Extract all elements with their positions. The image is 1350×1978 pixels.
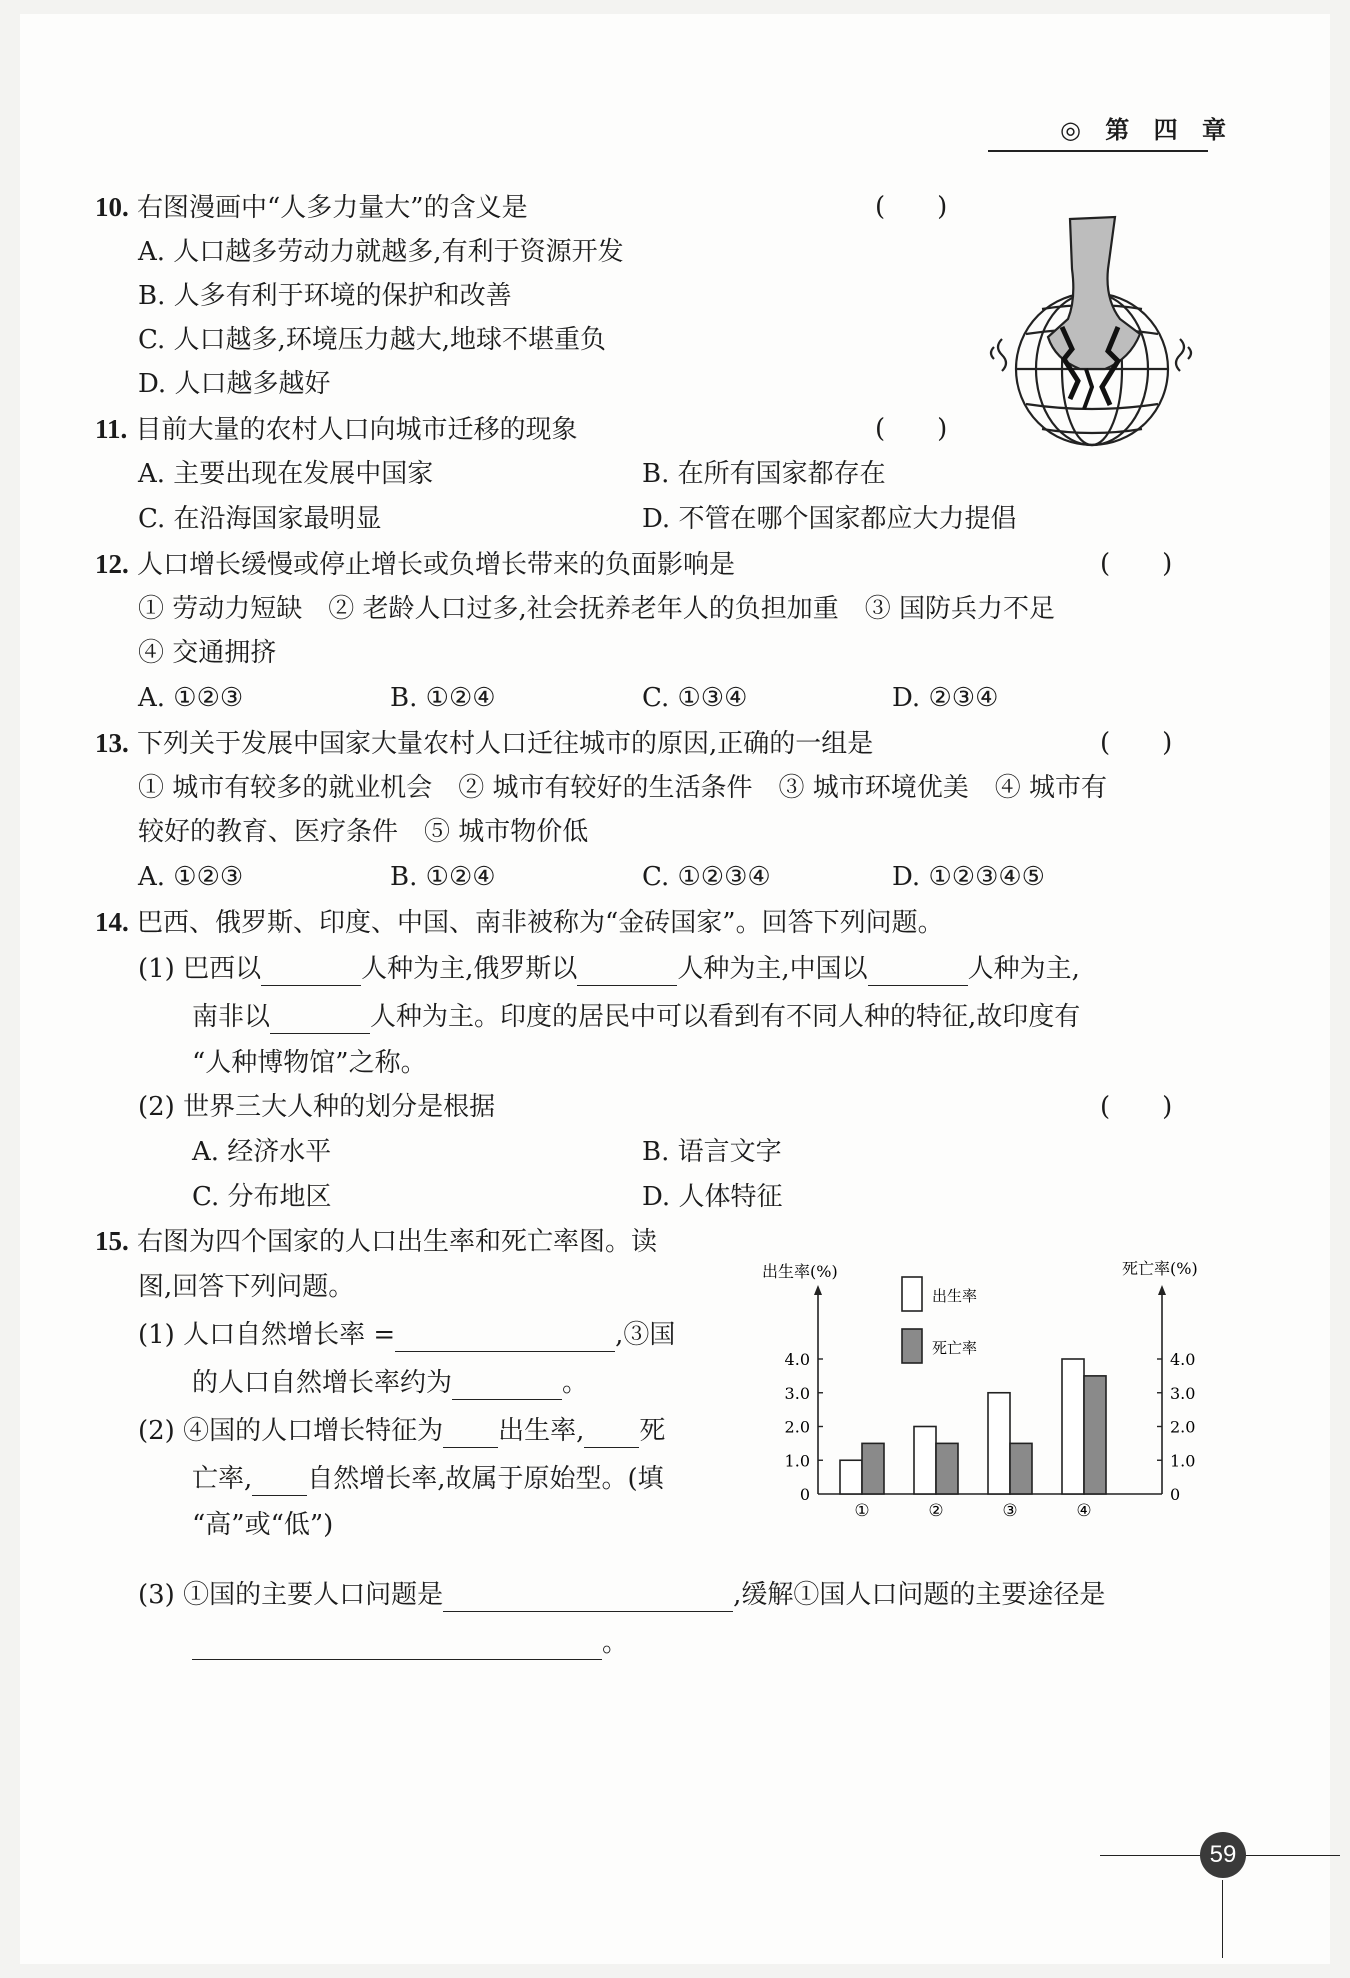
q15-p3-text-a: (3) ①国的主要人口问题是 — [138, 1580, 444, 1610]
q15-p2-text-d: 亡率, — [192, 1464, 253, 1494]
q13-option-b[interactable]: B. ①②④ — [390, 862, 496, 892]
q12-option-d[interactable]: D. ②③④ — [892, 683, 999, 713]
chart-category-label: ④ — [1076, 1501, 1092, 1521]
q12-option-a[interactable]: A. ①②③ — [138, 683, 244, 713]
q15-p2-text-e: 自然增长率,故属于原始型。(填 — [307, 1464, 664, 1494]
chart-left-tick-label: 3.0 — [784, 1383, 810, 1403]
q15-part2-line2 — [192, 1462, 664, 1496]
q15-p1-text-c: 的人口自然增长率约为 — [192, 1368, 453, 1398]
q12-answer-paren[interactable]: ( ) — [1100, 549, 1173, 579]
q12-number: 12. — [95, 549, 129, 579]
q14-part2-answer-paren[interactable]: ( ) — [1100, 1092, 1173, 1122]
chart-left-tick-label: 1.0 — [784, 1451, 810, 1471]
q14-part1-line1 — [138, 952, 1080, 986]
q11-text: 目前大量的农村人口向城市迁移的现象 — [135, 415, 578, 445]
chart-right-tick-label: 3.0 — [1170, 1383, 1196, 1403]
q11-option-d[interactable]: D. 不管在哪个国家都应大力提倡 — [642, 504, 1017, 534]
q14-p2-option-d[interactable]: D. 人体特征 — [642, 1182, 783, 1212]
chart-bar-death-3 — [1010, 1443, 1032, 1494]
q11-stem — [95, 412, 578, 447]
q13-stem — [95, 726, 873, 761]
q15-blank-problem[interactable] — [443, 1585, 733, 1612]
q13-option-c[interactable]: C. ①②③④ — [642, 862, 771, 892]
q15-p3-text-b: ,缓解①国人口问题的主要途径是 — [733, 1580, 1106, 1610]
chart-legend-swatch-2 — [902, 1329, 922, 1363]
q10-answer-paren[interactable]: ( ) — [875, 192, 948, 222]
q14-p2-option-a[interactable]: A. 经济水平 — [192, 1137, 332, 1167]
q14-p1-text-c: 人种为主,中国以 — [677, 954, 868, 984]
q12-items-line2: ④ 交通拥挤 — [138, 638, 277, 668]
q13-option-d[interactable]: D. ①②③④⑤ — [892, 862, 1045, 892]
chart-left-axis-label: 出生率(%) — [762, 1262, 838, 1281]
q15-blank-natural[interactable] — [252, 1469, 307, 1496]
q14-p1-text-g: “人种博物馆”之称。 — [192, 1048, 427, 1078]
chart-category-label: ① — [854, 1501, 870, 1521]
q15-text-2: 图,回答下列问题。 — [138, 1272, 355, 1302]
chart-bar-birth-3 — [988, 1393, 1010, 1494]
chart-left-tick-label: 0 — [799, 1485, 810, 1504]
q15-stem-line1 — [95, 1224, 657, 1259]
q15-p2-text-a: (2) ④国的人口增长特征为 — [138, 1416, 444, 1446]
q14-p2-option-b[interactable]: B. 语言文字 — [642, 1137, 782, 1167]
q14-stem — [95, 905, 944, 940]
footer-vertical-rule — [1222, 1880, 1223, 1958]
q15-p1-text-b: ,③国 — [615, 1320, 676, 1350]
chart-left-tick-label: 2.0 — [784, 1417, 810, 1437]
chart-bar-death-4 — [1084, 1376, 1106, 1494]
chart-left-axis-arrow — [814, 1285, 822, 1295]
q12-items-line1: ① 劳动力短缺 ② 老龄人口过多,社会抚养老年人的负担加重 ③ 国防兵力不足 — [138, 594, 1056, 624]
q13-answer-paren[interactable]: ( ) — [1100, 728, 1173, 758]
chart-left-tick-label: 4.0 — [784, 1350, 810, 1369]
q12-option-b[interactable]: B. ①②④ — [390, 683, 496, 713]
chart-legend-label-2: 死亡率 — [932, 1339, 978, 1357]
chart-legend-swatch-1 — [902, 1277, 922, 1311]
q14-blank-russia[interactable] — [577, 959, 677, 986]
chart-right-tick-label: 1.0 — [1170, 1451, 1196, 1471]
q14-part1-line2 — [192, 1000, 1080, 1034]
q15-p2-text-b: 出生率, — [498, 1416, 585, 1446]
q15-part3-line1 — [138, 1578, 1105, 1612]
q14-p2-option-c[interactable]: C. 分布地区 — [192, 1182, 332, 1212]
chart-bar-death-1 — [862, 1443, 884, 1494]
q15-part3-line2 — [192, 1626, 628, 1660]
chart-category-label: ③ — [1002, 1501, 1018, 1521]
birth-death-rate-chart — [760, 1249, 1230, 1524]
q14-p1-text-d: 人种为主, — [967, 954, 1080, 984]
q11-option-c[interactable]: C. 在沿海国家最明显 — [138, 504, 382, 534]
q14-p1-text-e: 南非以 — [192, 1002, 271, 1032]
q13-number: 13. — [95, 728, 129, 758]
q13-items-line1: ① 城市有较多的就业机会 ② 城市有较好的生活条件 ③ 城市环境优美 ④ 城市有 — [138, 773, 1108, 803]
q14-blank-south-africa[interactable] — [270, 1007, 370, 1034]
q15-number: 15. — [95, 1226, 129, 1256]
q14-blank-china[interactable] — [868, 959, 968, 986]
chart-category-label: ② — [928, 1501, 944, 1521]
chart-legend-label-1: 出生率 — [932, 1287, 978, 1305]
chart-right-tick-label: 0 — [1170, 1485, 1181, 1504]
workbook-page — [20, 14, 1330, 1964]
q15-part1-line2 — [192, 1366, 588, 1400]
q14-p1-text-f: 人种为主。印度的居民中可以看到有不同人种的特征,故印度有 — [370, 1002, 1081, 1032]
q11-number: 11. — [95, 414, 128, 444]
q15-blank-solution[interactable] — [192, 1633, 602, 1660]
q15-p3-text-c: 。 — [602, 1628, 629, 1658]
chart-bar-birth-4 — [1062, 1359, 1084, 1494]
q11-option-a[interactable]: A. 主要出现在发展中国家 — [138, 459, 434, 489]
q15-p2-text-c: 死 — [639, 1416, 666, 1446]
q13-items-line2: 较好的教育、医疗条件 ⑤ 城市物价低 — [138, 817, 589, 847]
q10-option-d[interactable]: D. 人口越多越好 — [138, 369, 331, 399]
q10-stem — [95, 190, 528, 225]
chart-bar-death-2 — [936, 1443, 958, 1494]
q15-blank-death[interactable] — [584, 1421, 639, 1448]
q15-blank-growth-formula[interactable] — [395, 1325, 615, 1352]
q15-p1-text-d: 。 — [562, 1368, 589, 1398]
q13-option-a[interactable]: A. ①②③ — [138, 862, 244, 892]
cartoon-hand-crushing-globe-image — [980, 209, 1220, 459]
q15-part2-line1 — [138, 1414, 665, 1448]
q10-number: 10. — [95, 192, 129, 222]
chart-bar-birth-1 — [840, 1460, 862, 1494]
chart-right-tick-label: 2.0 — [1170, 1417, 1196, 1437]
q14-number: 14. — [95, 907, 129, 937]
header-rule — [988, 150, 1208, 152]
q12-option-c[interactable]: C. ①③④ — [642, 683, 748, 713]
q14-blank-brazil[interactable] — [261, 959, 361, 986]
q15-text-1: 右图为四个国家的人口出生率和死亡率图。读 — [137, 1227, 658, 1257]
q10-option-c[interactable]: C. 人口越多,环境压力越大,地球不堪重负 — [138, 325, 607, 355]
q15-part1-line1 — [138, 1318, 675, 1352]
q10-text: 右图漫画中“人多力量大”的含义是 — [137, 193, 528, 223]
chart-right-axis-arrow — [1158, 1285, 1166, 1295]
chart-right-axis-label: 死亡率(%) — [1122, 1259, 1198, 1278]
q15-blank-birth[interactable] — [443, 1421, 498, 1448]
q14-p1-text-b: 人种为主,俄罗斯以 — [361, 954, 578, 984]
q14-text: 巴西、俄罗斯、印度、中国、南非被称为“金砖国家”。回答下列问题。 — [137, 908, 944, 938]
q10-option-b[interactable]: B. 人多有利于环境的保护和改善 — [138, 281, 512, 311]
q15-p1-text-a: (1) 人口自然增长率 = — [138, 1320, 396, 1350]
q15-blank-growth-value[interactable] — [452, 1373, 562, 1400]
chapter-header: ◎ 第 四 章 — [1060, 115, 1235, 144]
page-number: 59 — [1200, 1832, 1246, 1878]
chart-bar-birth-2 — [914, 1427, 936, 1495]
q14-part2-stem: (2) 世界三大人种的划分是根据 — [138, 1092, 496, 1122]
q11-option-b[interactable]: B. 在所有国家都存在 — [642, 459, 886, 489]
chart-right-tick-label: 4.0 — [1170, 1350, 1196, 1369]
q12-text: 人口增长缓慢或停止增长或负增长带来的负面影响是 — [137, 550, 736, 580]
q12-stem — [95, 547, 735, 582]
q15-p2-text-f: “高”或“低”) — [192, 1510, 334, 1540]
q10-option-a[interactable]: A. 人口越多劳动力就越多,有利于资源开发 — [138, 237, 624, 267]
q11-answer-paren[interactable]: ( ) — [875, 414, 948, 444]
q13-text: 下列关于发展中国家大量农村人口迁往城市的原因,正确的一组是 — [137, 729, 874, 759]
q14-p1-text-a: (1) 巴西以 — [138, 954, 262, 984]
